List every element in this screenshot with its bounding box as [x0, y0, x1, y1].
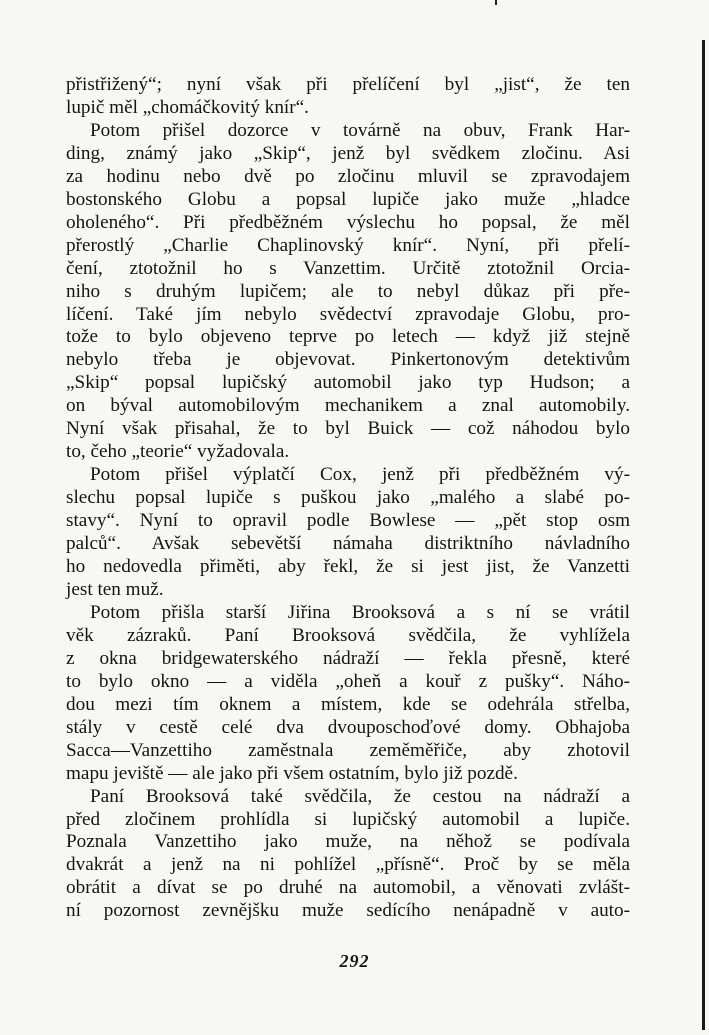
- text-line: on býval automobilovým mechanikem a znal automobily.: [66, 395, 630, 417]
- text-line: dou mezi tím oknem a místem, kde se odehrála střelba,: [66, 693, 630, 715]
- text-line: to, čeho „teorie“ vyžadovala.: [66, 441, 290, 463]
- text-line: přerostlý „Charlie Chaplinovský knír“. Nyní, při přelí-: [66, 234, 630, 256]
- text-line: Poznala Vanzettiho jako muže, na něhož se podívala: [66, 831, 630, 853]
- text-line: ding, známý jako „Skip“, jenž byl svědkem zločinu. Asi: [66, 142, 630, 164]
- text-line: „Skip“ popsal lupičský automobil jako typ Hudson; a: [66, 372, 630, 394]
- text-line: dvakrát a jenž na ni pohlížel „přísně“. Proč by se měla: [66, 854, 630, 876]
- paragraph-4: [66, 602, 630, 786]
- text-line: nebylo třeba je objevovat. Pinkertonovým detektivům: [66, 349, 630, 371]
- text-line: niho s druhým lupičem; ale to nebyl důkaz při pře-: [66, 280, 630, 302]
- text-line: přistřižený“; nyní však při přelíčení byl „jist“, že ten: [66, 74, 630, 95]
- text-line: palců“. Avšak sebevětší námaha distriktního návladního: [66, 533, 630, 555]
- text-line: čení, ztotožnil ho s Vanzettim. Určitě ztotožnil Orcia-: [66, 257, 630, 279]
- page-edge-shadow: [702, 40, 705, 1030]
- text-line: z okna bridgewaterského nádraží — řekla přesně, které: [66, 647, 630, 669]
- text-line: stály v cestě celé dva dvouposchoďové domy. Obhajoba: [66, 716, 630, 738]
- text-line: bostonského Globu a popsal lupiče jako muže „hladce: [66, 188, 630, 210]
- body-text: [66, 74, 630, 923]
- text-line: obrátit a dívat se po druhé na automobil, a věnovati zvlášt-: [66, 877, 630, 899]
- text-line: ní pozornost zevnějšku muže sedícího nenápadně v auto-: [66, 900, 630, 922]
- paragraph-1: [66, 74, 630, 120]
- paragraph-3: [66, 464, 630, 602]
- print-mark: [495, 0, 497, 5]
- text-line: Potom přišla starší Jiřina Brooksová a s ní se vrátil: [90, 601, 630, 623]
- text-line: Sacca—Vanzettiho zaměstnala zeměměřiče, aby zhotovil: [66, 739, 630, 761]
- text-line: to bylo okno — a viděla „oheň a kouř z pušky“. Náho-: [66, 670, 630, 692]
- text-line: stavy“. Nyní to opravil podle Bowlese — „pět stop osm: [66, 510, 630, 532]
- text-line: slechu popsal lupiče s puškou jako „malého a slabé po-: [66, 487, 630, 509]
- paragraph-5: [66, 786, 630, 924]
- text-line: ho nedovedla přiměti, aby řekl, že si jest jist, že Vanzetti: [66, 556, 630, 578]
- text-line: tože to bylo objeveno teprve po letech — když již stejně: [66, 326, 630, 348]
- text-line: mapu jeviště — ale jako při všem ostatním, bylo již pozdě.: [66, 762, 518, 784]
- text-line: líčení. Také jím nebylo svědectví zpravodaje Globu, pro-: [66, 303, 630, 325]
- text-line: za hodinu nebo dvě po zločinu mluvil se zpravodajem: [66, 165, 630, 187]
- text-line: Potom přišel dozorce v továrně na obuv, Frank Har-: [90, 119, 630, 141]
- text-line: věk zázraků. Paní Brooksová svědčila, že vyhlížela: [66, 624, 630, 646]
- text-line: lupič měl „chomáčkovitý knír“.: [66, 96, 309, 118]
- page-number: 292: [339, 951, 370, 971]
- text-line: před zločinem prohlídla si lupičský automobil a lupiče.: [66, 808, 630, 830]
- text-line: Potom přišel výplatčí Cox, jenž při předběžném vý-: [90, 464, 630, 486]
- text-line: Paní Brooksová také svědčila, že cestou na nádraží a: [90, 785, 630, 807]
- text-line: jest ten muž.: [66, 578, 164, 600]
- paragraph-2: [66, 120, 630, 464]
- text-line: Nyní však přisahal, že to byl Buick — což náhodou bylo: [66, 418, 630, 440]
- text-line: oholeného“. Při předběžném výslechu ho popsal, že měl: [66, 211, 630, 233]
